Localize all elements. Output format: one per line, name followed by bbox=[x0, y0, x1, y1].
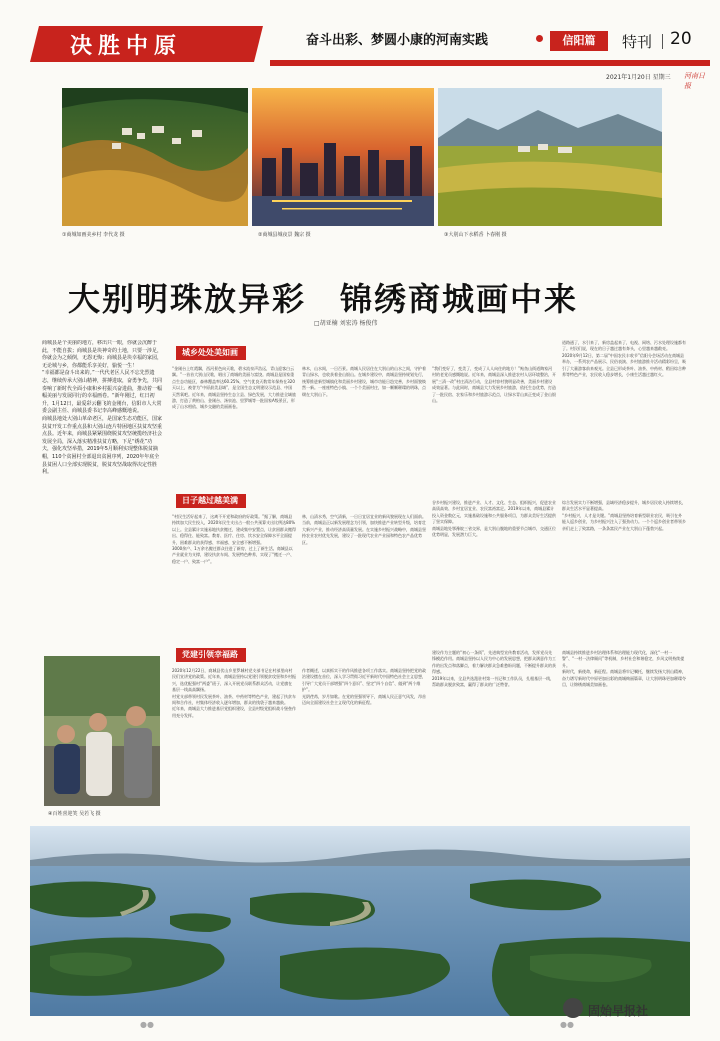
bullet-icon bbox=[536, 35, 543, 42]
article-col-4c bbox=[562, 650, 686, 816]
header-slogan: 奋斗出彩、梦圆小康的河南实践 bbox=[306, 33, 489, 48]
article-col-3c bbox=[432, 650, 556, 816]
subhead-1: 城乡处处美如画 bbox=[176, 346, 246, 360]
page-dots-left: ●● bbox=[140, 1020, 154, 1029]
article-text: 建设作为主题的“初心一条街”，先进典型宣传教育活动，发挥党员先锋模范作用。商城县坚持以人民为中心的发展思想，把群众满意作为工作的出发点和落脚点，着力解决群众急难愁盼问题，不断提升群众的获得感。 2019年以来，全县共选派驻村第一书记和工作队员，扎根基层一线，帮助群众脱贫致富，赢得了群众的广泛赞誉。 bbox=[432, 650, 556, 688]
article-text: 综合发展实力不断增强，县域经济稳步提升，城乡居民收入持续增长，群众生活水平显著提高。 “乡村振兴，人才是关键。”商城县坚持培育新型职业农民，吸引在外能人返乡创业，为乡村振兴注入了强劲动力。一个个返乡创业者带领乡亲们走上了致富路，一条条富民产业在大别山下蓬勃兴起。 bbox=[562, 500, 686, 531]
photo-rice-field bbox=[438, 88, 662, 226]
article-text: 谷乡村振兴建设，推进产业、人才、文化、生态、组织振兴，促进农业高质高效、乡村宜居宜业、农民富裕富足。2019年以来，商城县累计投入资金数亿元，实施基础设施和公共服务项目，为群众美好生活提供了坚实保障。 商城县地处鄂豫皖三省交界，是大别山腹地的重要节点城市，交通区位优势明显，发展潜力巨大。 bbox=[432, 500, 556, 538]
caption-photo3: ③大别山下水稻香 卜春刚 摄 bbox=[444, 232, 507, 238]
photo-elders bbox=[44, 656, 160, 806]
article-text: 作者概述，以真抓实干的作风推进各项工作落实。商城县坚持把党的政治建设摆在首位，深入学习贯彻习近平新时代中国特色社会主义思想，引导广大党员干部增强“四个意识”、坚定“四个自信”、做到“两个维护”。 光阴荏苒，岁月如歌。在党的坚强领导下，商城人民正意气风发，昂首迈向全面建设社会主义现代化的新征程。 bbox=[302, 668, 426, 706]
divider bbox=[662, 34, 663, 49]
byline: □胡亚楠 刘宏涛 杨俊伟 bbox=[314, 320, 378, 327]
caption-photo1: ①商城如画美乡村 李代龙 摄 bbox=[62, 232, 125, 238]
lede-text: 商城县是个美丽的地方，移出只一眼，你就会沉醉于此，不能自拔；商城县是块神奇的土地，只要一涉足，你就会为之倾倒，无怨无悔；商城县是块幸福的家园，无论城与乡，你都能乐享美好，愉悦一生！ “幸福都是奋斗出来的。”一代代老区人民不忘先烈遗志，继续传承大别山精神，拼搏进取，奋勇争先，共同奏响了新时代全面小康和乡村振兴奋进曲，推动着一幅幅美丽与发展同行的幸福画卷。“新年刚过，红日初升，1月12日，最爱彩云翻飞的金刚台，信阳市人大常委会副主任、商城县委书记李高峰感慨地说。 商城县地处大别山革命老区，是国家生态功能区，国家扶贫开发工作重点县和大别山连片特困地区扶贫攻坚重点县。近年来，商城县紧紧围绕脱贫攻坚统揽经济社会发展全局，深入落实精准扶贫方略，下足“绣花”功夫，强化攻坚举措，2019年5月顺利实现整体脱贫摘帽，110个贫困村全部退出贫困序列，2020年年底全县贫困人口全部实现脱贫，脱贫攻坚战取得决定性胜利。 bbox=[42, 340, 162, 476]
article-text: 林木，山水间，一日百景。商城人民居住在大别山的山水之间，守护着青山绿水，也收获着金山银山。在城乡建设中，商城县坚持规划先行，统筹推进新型城镇化和美丽乡村建设，城市功能日趋完善，乡村面貌焕然一新。一座座特色小镇、一个个美丽村庄，如一颗颗璀璨的明珠，点缀在大别山下。 bbox=[302, 366, 426, 397]
issue-date: 2021年1月20日 星期三 bbox=[606, 74, 671, 81]
section-label: 特刊 bbox=[622, 33, 653, 51]
header-logo: 信阳篇 bbox=[550, 31, 608, 51]
photo-lake-panorama bbox=[30, 826, 690, 1016]
article-text: 2020年12月22日，商城县伏山乡里罗城村党支部书记在村部里向村民们宣讲党的政策。近年来，商城县坚持以党建引领脱贫攻坚和乡村振兴，选优配强村“两委”班子，深入开展党员联系群众活动，让党旗在基层一线高高飘扬。 村党支部带领村民发展茶叶、油茶、中药材等特色产业，建起了扶贫车间和合作社，村集体经济收入逐年增加，群众的钱袋子越来越鼓。 近年来，商城县大力推进基层党组织建设，全县村级党组织战斗堡垒作用充分发挥。 bbox=[172, 668, 296, 718]
article-text: 林，山清水秀，空气清新，一日日宜居宜业的新风貌展现在人们面前。当前，商城县正以新发展理念为引领，加快推进产业转型升级，培育壮大新兴产业，推动经济高质量发展。在实施乡村振兴战略中，商城县坚持农业农村优先发展，建设了一批现代农业产业园和特色农产品优势区。 bbox=[302, 514, 426, 545]
article-col-1c bbox=[172, 668, 296, 816]
subhead-2: 日子越过越美满 bbox=[176, 494, 246, 508]
page-headline: 大别明珠放异彩 锦绣商城画中来 bbox=[68, 280, 579, 318]
article-text: 商城县持续推进乡村治理体系和治理能力现代化，深化“一村一警”、“一村一法律顾问”等机制，乡村社会和谐稳定，乡风文明持续提升。 新时代，新使命，新征程。商城县将牢记嘱托，继续发扬大别山精神，奋力谱写新时代中原更加出彩的商城绚丽篇章，让大别明珠更加璀璨夺目，让锦绣商城美如画卷。 bbox=[562, 650, 686, 688]
subhead-3: 党建引领幸福路 bbox=[176, 648, 246, 662]
paper-name: 河南日报 bbox=[684, 72, 705, 90]
article-text: “金刚台上红霞飘，西河景色向天歌，碧水流泉声浩远，青山迎客白云飘。”一首首大别山民歌，唱出了商城的美丽与富饶。商城县是国家重点生态功能区，森林覆盖率达60.25%，空气优良天数常年保持在320天以上，被誉为“中原最美县域”，是全国生态文明建设示范县、中国天然氧吧。近年来，商城县坚持生态立县、绿色发展，大力推进全域旅游，打造了黄柏山、金刚台、汤泉池、里罗城等一批国家A级景区，形成了山水相依、城乡交融的美丽画卷。 bbox=[172, 366, 296, 410]
page-number: 20 bbox=[670, 29, 692, 49]
article-col-3a bbox=[432, 366, 556, 488]
kicker-title: 决胜中原 bbox=[70, 33, 183, 59]
photo-city-night bbox=[252, 88, 434, 226]
article-col-1b bbox=[172, 514, 296, 642]
caption-photo2: ②商城县城夜景 魏宗 摄 bbox=[258, 232, 311, 238]
article-col-2c bbox=[302, 668, 426, 816]
article-col-2b bbox=[302, 514, 426, 642]
lede-column bbox=[42, 340, 162, 630]
article-col-1a bbox=[172, 366, 296, 488]
page-dots-right: ●● bbox=[560, 1020, 574, 1029]
article-text: “我们变好了，变美了，变成了人人向往的地方！”鲇鱼山街道陶家河村的老党员感慨地说。近年来，商城县深入推进农村人居环境整治，开展“三清一改”村庄清洁行动，全县村容村貌明显改善，美丽乡村建设成效显著。与此同时，商城县大力发展乡村旅游，依托生态优势，打造了一批民宿、农家乐和乡村旅游示范点，让绿水青山真正变成了金山银山。 bbox=[432, 366, 556, 404]
article-col-2a bbox=[302, 366, 426, 488]
article-col-4b bbox=[562, 500, 686, 642]
watermark-text: 固始早报社 bbox=[588, 1004, 649, 1018]
article-text: 道路通了，水引来了，新房盖起来了，电视、网络、污水处理设施都有了。村民们说，现在的日子越过越有奔头，心里越来越敞亮。 2020年9月12日，第二届“中国农民丰收节”信阳分会场活动在商城县举办，一系列农产品展示、民俗表演、乡村旅游推介活动精彩纷呈，吸引了大量游客前来观光。全县已形成茶叶、油茶、中药材、稻田综合种养等特色产业，农民收入稳步增长，小康生活越过越红火。 bbox=[562, 340, 686, 378]
header-ribbon bbox=[270, 60, 710, 66]
page-header bbox=[30, 26, 710, 90]
article-col-4a bbox=[562, 340, 686, 488]
article-col-3b bbox=[432, 500, 556, 642]
article-text: “村民生活好起来了，这离不开党和政府的好政策。”据了解，商城县持续加大民生投入，2020年民生支出占一般公共预算支出比例达80%以上。全县累计实施易地扶贫搬迁，建成集中安置点，让贫困群众搬得出、稳得住、能致富。教育、医疗、住房、饮水安全保障水平全面提升，困难群众的获得感、幸福感、安全感不断增强。 3000余户、1万余名搬迁群众住进了新房，过上了新生活。商城县以产业就业为支撑，建设扶贫车间、发展特色种养，实现了“搬迁一户、稳定一户、致富一户”。 bbox=[172, 514, 296, 564]
watermark-icon bbox=[563, 998, 583, 1018]
caption-photo4: ④百姓喜迎笑 吴若飞 摄 bbox=[48, 811, 101, 817]
photo-village bbox=[62, 88, 248, 226]
